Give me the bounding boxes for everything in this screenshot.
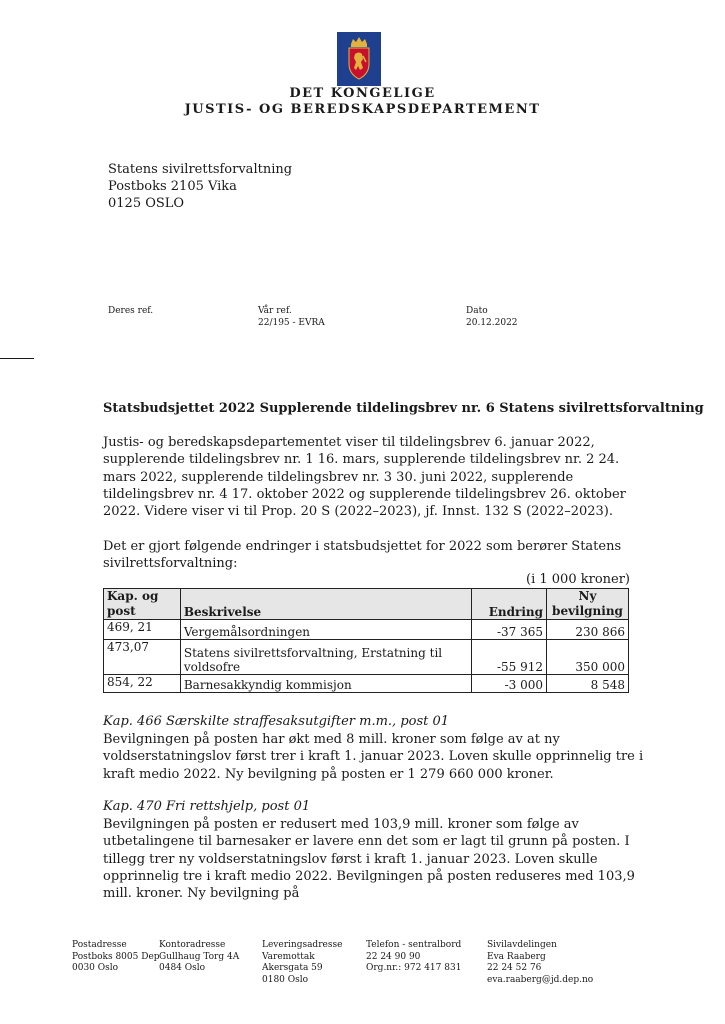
cell-kap: 469, 21 [104, 620, 181, 640]
footer-kontor-line: Gullhaug Torg 4A [159, 951, 240, 962]
cell-beskrivelse: Vergemålsordningen [180, 620, 471, 640]
header-ny-bevilgning: Ny bevilgning [547, 589, 629, 620]
header-beskrivelse: Beskrivelse [180, 589, 471, 620]
table-unit-note: (i 1 000 kroner) [526, 572, 630, 587]
cell-ny-bevilgning: 350 000 [547, 640, 629, 675]
header-endring: Endring [472, 589, 547, 620]
table-row [104, 640, 629, 675]
footer-postadresse-line: Postboks 8005 Dep [72, 951, 160, 962]
footer-telefon-label: Telefon - sentralbord [366, 940, 462, 950]
header-kap: Kap. og post [104, 589, 181, 620]
footer-kontor-line: 0484 Oslo [159, 963, 206, 973]
cell-endring: -37 365 [472, 620, 547, 640]
footer-avdeling [487, 940, 593, 986]
footer-lever-line: Varemottak [262, 951, 315, 962]
footer-avd-label: Sivilavdelingen [487, 940, 557, 950]
date-ref [466, 305, 518, 329]
footer-kontor-label: Kontoradresse [159, 940, 226, 950]
kap466-heading: Kap. 466 Særskilte straffesaksutgifter m.m., post 01 [103, 714, 450, 729]
footer-email-link[interactable]: eva.raaberg@jd.dep.no [487, 974, 594, 985]
cell-beskrivelse: Statens sivilrettsforvaltning, Erstatning til voldsofre [180, 640, 471, 675]
footer-postadresse-line: 0030 Oslo [72, 963, 119, 973]
footer-avd-line: Eva Raaberg [487, 951, 546, 962]
changes-paragraph: Det er gjort følgende endringer i statsbudsjettet for 2022 som berører Statens sivilrettsforvaltning: [103, 539, 622, 572]
footer-telefon-line: 22 24 90 90 [366, 951, 421, 962]
recipient-postal: 0125 OSLO [108, 196, 185, 211]
kap470-text: Bevilgningen på posten er redusert med 103,9 mill. kroner som følge av utbetalingene til barnesaker er lavere enn det som er lagt til grunn på posten. I tillegg trer ny voldserstatningslov først i kraft 1. januar 2023. Loven skulle opprinnelig tre i kraft medio 2022. Bevilgningen på posten reduseres med 103,9 mill. kroner. Ny bevilgning på [103, 817, 635, 902]
kap466-text: Bevilgningen på posten har økt med 8 mill. kroner som følge av at ny voldserstatningslov først trer i kraft 1. januar 2023. Loven skulle opprinnelig tre i kraft medio 2022. Ny bevilgning på posten er 1 279 660 000 kroner. [103, 732, 644, 782]
date-value: 20.12.2022 [466, 318, 518, 328]
footer-postadresse [72, 940, 160, 975]
letter-title: Statsbudsjettet 2022 Supplerende tildelingsbrev nr. 6 Statens sivilrettsforvaltning [103, 401, 704, 416]
intro-paragraph: Justis- og beredskapsdepartementet viser til tildelingsbrev 6. januar 2022, supplerende tildelingsbrev nr. 1 16. mars, supplerende tildelingsbrev nr. 2 24. mars 2022, supplerende tildelingsbrev nr. 3 30. juni 2022, supplerende tildelingsbrev nr. 4 17. oktober 2022 og supplerende tildelingsbrev 26. oktober 2022. Videre viser vi til Prop. 20 S (2022–2023), jf. Innst. 132 S (2022–2023). [103, 435, 626, 520]
footer-lever-line: Akersgata 59 [262, 963, 323, 973]
deres-ref [108, 305, 153, 317]
var-ref [258, 305, 325, 329]
cell-beskrivelse: Barnesakkyndig kommisjon [180, 675, 471, 693]
cell-endring: -55 912 [472, 640, 547, 675]
footer-avd-line: 22 24 52 76 [487, 963, 542, 973]
recipient-street: Postboks 2105 Vika [108, 179, 237, 194]
var-ref-label: Vår ref. [258, 306, 292, 316]
recipient-address [108, 161, 292, 212]
coat-of-arms-icon [337, 32, 381, 86]
deres-ref-label: Deres ref. [108, 306, 154, 316]
footer-telefon [366, 940, 461, 975]
table-row [104, 620, 629, 640]
cell-kap: 473,07 [104, 640, 181, 675]
cell-endring: -3 000 [472, 675, 547, 693]
kap470-heading: Kap. 470 Fri rettshjelp, post 01 [103, 799, 311, 814]
cell-kap: 854, 22 [104, 675, 181, 693]
footer-leveringsadresse [262, 940, 342, 986]
table-row [104, 675, 629, 693]
footer-lever-line: 0180 Oslo [262, 974, 309, 985]
var-ref-value: 22/195 - EVRA [258, 318, 325, 328]
footer-orgnr-line: Org.nr.: 972 417 831 [366, 963, 462, 973]
budget-changes-table [103, 588, 629, 693]
department-name-line2: JUSTIS- OG BEREDSKAPSDEPARTEMENT [184, 102, 541, 117]
footer-lever-label: Leveringsadresse [262, 940, 343, 950]
recipient-name: Statens sivilrettsforvaltning [108, 162, 293, 177]
cell-ny-bevilgning: 230 866 [547, 620, 629, 640]
fold-mark [0, 358, 34, 359]
date-label: Dato [466, 306, 488, 316]
department-name-line1: DET KONGELIGE [289, 86, 436, 101]
cell-ny-bevilgning: 8 548 [547, 675, 629, 693]
footer-kontoradresse [159, 940, 239, 975]
footer-postadresse-label: Postadresse [72, 940, 127, 950]
table-header-row [104, 589, 629, 620]
